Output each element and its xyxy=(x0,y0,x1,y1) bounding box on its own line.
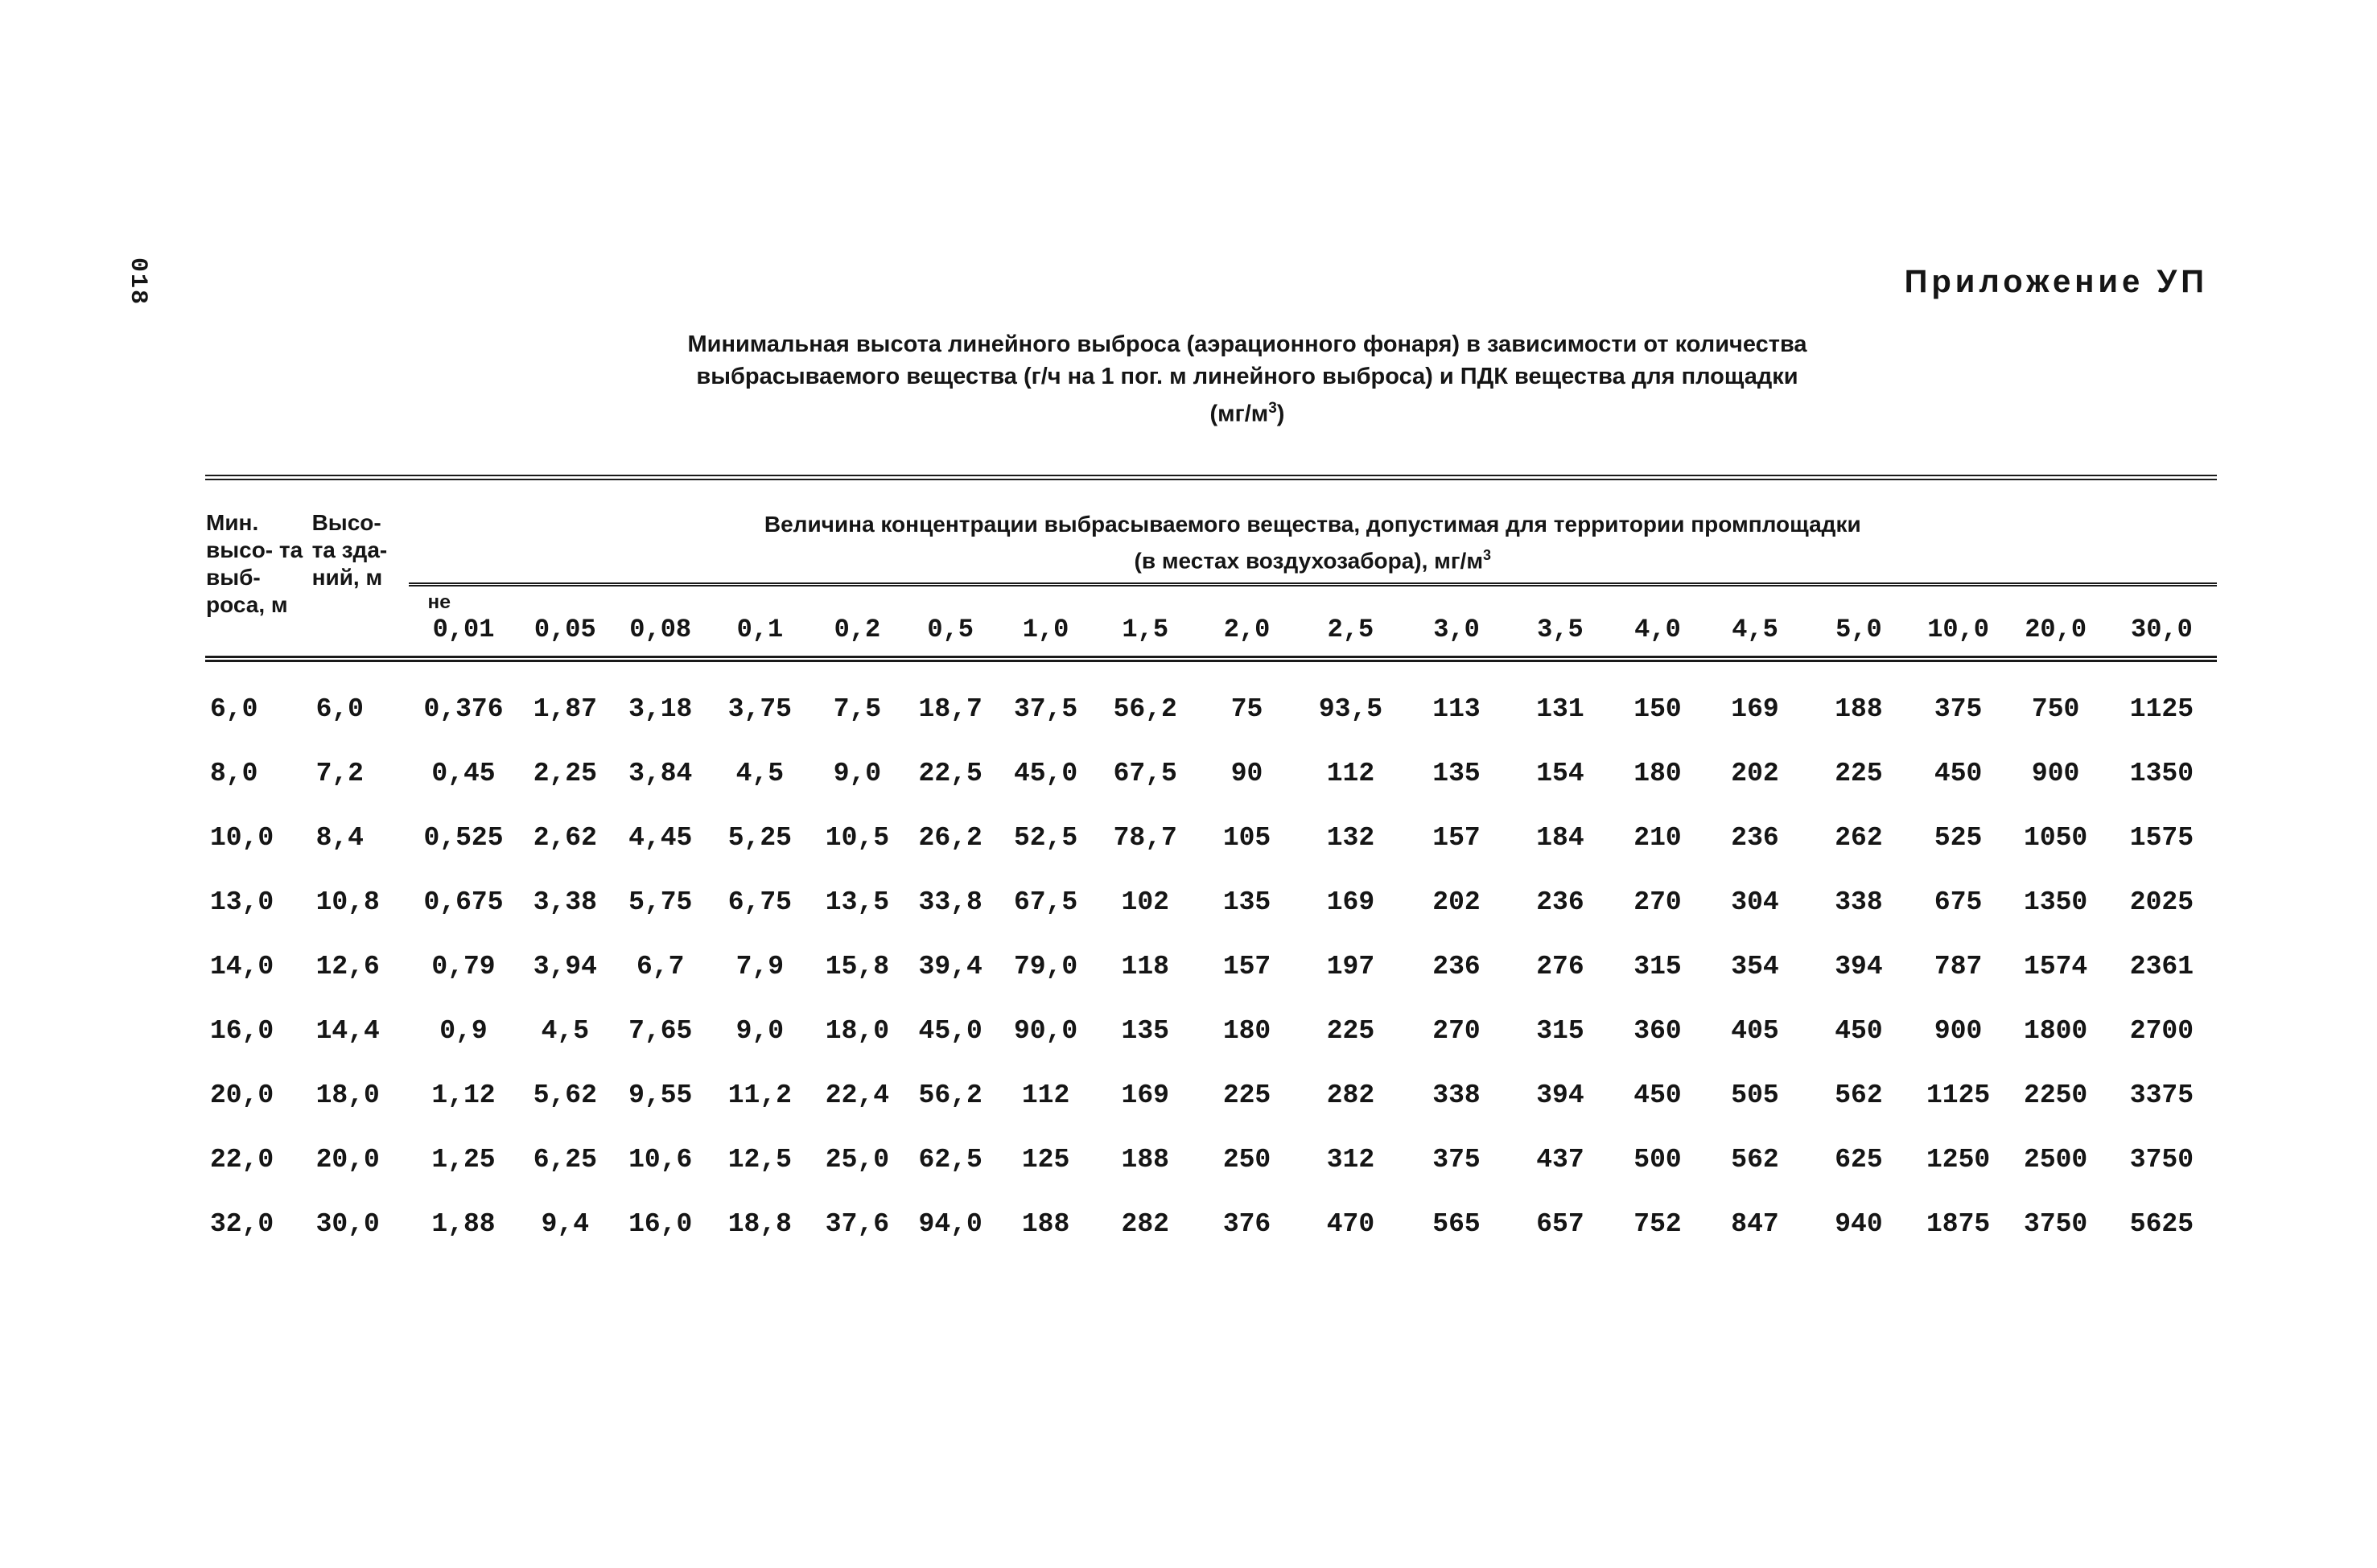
caption-unit-prefix: (мг/м xyxy=(1209,401,1269,427)
concentration-value-label: 4,5 xyxy=(1732,615,1778,644)
cell-value: 625 xyxy=(1835,1144,1883,1175)
caption-unit-suffix: ) xyxy=(1276,401,1285,427)
cell-min-height: 14,0 xyxy=(210,951,274,982)
cell-value: 90,0 xyxy=(1013,1015,1078,1046)
cell-value: 394 xyxy=(1536,1080,1584,1110)
cell-value: 9,4 xyxy=(541,1208,590,1239)
cell-value: 0,45 xyxy=(431,758,496,788)
cell-value: 202 xyxy=(1731,758,1779,788)
cell-value: 270 xyxy=(1432,1015,1481,1046)
cell-value: 10,6 xyxy=(628,1144,693,1175)
cell-value: 45,0 xyxy=(918,1015,983,1046)
concentration-value-header xyxy=(1806,585,1912,660)
cell-value: 7,65 xyxy=(628,1015,693,1046)
header-concentration-line-1: Величина концентрации выбрасываемого вещества, допустимая для территории промплощадки xyxy=(764,512,1861,537)
cell-min-height: 32,0 xyxy=(210,1208,274,1239)
cell-value: 236 xyxy=(1731,822,1779,853)
cell-value: 26,2 xyxy=(918,822,983,853)
cell-value: 10,5 xyxy=(825,822,889,853)
cell-value: 375 xyxy=(1432,1144,1481,1175)
cell-value: 16,0 xyxy=(628,1208,693,1239)
cell-value: 56,2 xyxy=(1113,693,1177,724)
concentration-value-label: 2,5 xyxy=(1327,615,1374,644)
cell-value: 0,525 xyxy=(423,822,504,853)
cell-value: 3375 xyxy=(2129,1080,2194,1110)
concentration-value-header xyxy=(811,585,904,660)
concentration-value-label: 5,0 xyxy=(1835,615,1882,644)
cell-value: 1125 xyxy=(2129,693,2194,724)
caption-line-1: Минимальная высота линейного выброса (аэрационного фонаря) в зависимости от количества xyxy=(687,331,1807,357)
cell-value: 360 xyxy=(1633,1015,1682,1046)
cell-value: 2,62 xyxy=(533,822,597,853)
concentration-value-label: 20,0 xyxy=(2025,615,2087,644)
cell-value: 262 xyxy=(1835,822,1883,853)
concentration-value-label: 30,0 xyxy=(2130,615,2193,644)
concentration-value-label: 3,5 xyxy=(1537,615,1584,644)
concentration-value-label: 2,0 xyxy=(1223,615,1271,644)
cell-value: 105 xyxy=(1222,822,1271,853)
cell-value: 3,38 xyxy=(533,887,597,917)
cell-value: 45,0 xyxy=(1013,758,1078,788)
cell-value: 169 xyxy=(1326,887,1375,917)
table-body xyxy=(205,677,2217,1256)
table-row xyxy=(205,805,2217,870)
cell-value: 282 xyxy=(1326,1080,1375,1110)
cell-value: 3,18 xyxy=(628,693,693,724)
cell-value: 118 xyxy=(1121,951,1169,982)
cell-value: 752 xyxy=(1633,1208,1682,1239)
cell-value: 562 xyxy=(1835,1080,1883,1110)
table-row xyxy=(205,1063,2217,1127)
cell-value: 4,45 xyxy=(628,822,693,853)
cell-value: 2025 xyxy=(2129,887,2194,917)
cell-building-height: 6,0 xyxy=(315,693,364,724)
cell-value: 5,25 xyxy=(727,822,792,853)
cell-building-height: 18,0 xyxy=(315,1080,380,1110)
cell-value: 112 xyxy=(1326,758,1375,788)
cell-value: 304 xyxy=(1731,887,1779,917)
concentration-value-header xyxy=(709,585,810,660)
cell-min-height: 10,0 xyxy=(210,822,274,853)
cell-value: 2700 xyxy=(2129,1015,2194,1046)
cell-value: 2500 xyxy=(2024,1144,2088,1175)
table-row xyxy=(205,741,2217,805)
cell-value: 39,4 xyxy=(918,951,983,982)
cell-value: 7,9 xyxy=(735,951,785,982)
cell-value: 3,75 xyxy=(727,693,792,724)
cell-value: 11,2 xyxy=(727,1080,792,1110)
cell-value: 657 xyxy=(1536,1208,1584,1239)
cell-value: 312 xyxy=(1326,1144,1375,1175)
cell-value: 225 xyxy=(1222,1080,1271,1110)
cell-value: 188 xyxy=(1021,1208,1070,1239)
cell-value: 276 xyxy=(1536,951,1584,982)
page-number: 018 xyxy=(124,257,151,307)
cell-value: 405 xyxy=(1731,1015,1779,1046)
cell-value: 1,87 xyxy=(533,693,597,724)
cell-value: 18,8 xyxy=(727,1208,792,1239)
table-row xyxy=(205,870,2217,934)
cell-value: 150 xyxy=(1633,693,1682,724)
cell-value: 188 xyxy=(1121,1144,1169,1175)
concentration-value-label: 10,0 xyxy=(1927,615,1989,644)
cell-value: 2250 xyxy=(2024,1080,2088,1110)
cell-value: 437 xyxy=(1536,1144,1584,1175)
cell-value: 52,5 xyxy=(1013,822,1078,853)
cell-min-height: 16,0 xyxy=(210,1015,274,1046)
cell-value: 1875 xyxy=(1926,1208,1991,1239)
cell-value: 1125 xyxy=(1926,1080,1991,1110)
cell-value: 4,5 xyxy=(735,758,785,788)
cell-value: 354 xyxy=(1731,951,1779,982)
concentration-value-header xyxy=(612,585,709,660)
cell-value: 132 xyxy=(1326,822,1375,853)
cell-value: 62,5 xyxy=(918,1144,983,1175)
cell-value: 93,5 xyxy=(1318,693,1383,724)
cell-value: 675 xyxy=(1934,887,1983,917)
cell-value: 282 xyxy=(1121,1208,1169,1239)
table-row xyxy=(205,1127,2217,1191)
cell-value: 15,8 xyxy=(825,951,889,982)
cell-value: 450 xyxy=(1934,758,1983,788)
cell-value: 270 xyxy=(1633,887,1682,917)
cell-value: 79,0 xyxy=(1013,951,1078,982)
cell-value: 1250 xyxy=(1926,1144,1991,1175)
concentration-value-label: 0,01 xyxy=(432,615,495,644)
cell-value: 25,0 xyxy=(825,1144,889,1175)
cell-value: 180 xyxy=(1633,758,1682,788)
cell-value: 67,5 xyxy=(1013,887,1078,917)
cell-value: 5,75 xyxy=(628,887,693,917)
concentration-value-label: 0,1 xyxy=(736,615,784,644)
cell-value: 135 xyxy=(1432,758,1481,788)
cell-value: 12,5 xyxy=(727,1144,792,1175)
cell-value: 22,5 xyxy=(918,758,983,788)
cell-value: 18,7 xyxy=(918,693,983,724)
cell-value: 135 xyxy=(1222,887,1271,917)
cell-value: 6,75 xyxy=(727,887,792,917)
header-concentration-line-2 xyxy=(410,540,2216,576)
cell-value: 7,5 xyxy=(833,693,882,724)
cell-value: 0,376 xyxy=(423,693,504,724)
cell-value: 565 xyxy=(1432,1208,1481,1239)
cell-value: 505 xyxy=(1731,1080,1779,1110)
cell-value: 562 xyxy=(1731,1144,1779,1175)
cell-value: 9,0 xyxy=(735,1015,785,1046)
cell-building-height: 12,6 xyxy=(315,951,380,982)
cell-value: 3,84 xyxy=(628,758,693,788)
cell-value: 13,5 xyxy=(825,887,889,917)
cell-value: 787 xyxy=(1934,951,1983,982)
cell-value: 1350 xyxy=(2024,887,2088,917)
cell-value: 6,25 xyxy=(533,1144,597,1175)
concentration-value-header xyxy=(2004,585,2106,660)
cell-value: 900 xyxy=(2031,758,2080,788)
cell-value: 188 xyxy=(1835,693,1883,724)
concentration-value-label: 3,0 xyxy=(1433,615,1480,644)
data-table-wrap xyxy=(205,475,2217,1256)
cell-value: 2,25 xyxy=(533,758,597,788)
cell-value: 750 xyxy=(2031,693,2080,724)
cell-value: 131 xyxy=(1536,693,1584,724)
cell-value: 37,5 xyxy=(1013,693,1078,724)
cell-value: 197 xyxy=(1326,951,1375,982)
cell-value: 225 xyxy=(1835,758,1883,788)
cell-value: 210 xyxy=(1633,822,1682,853)
concentration-value-label: 1,0 xyxy=(1022,615,1069,644)
cell-value: 157 xyxy=(1222,951,1271,982)
cell-value: 470 xyxy=(1326,1208,1375,1239)
cell-value: 225 xyxy=(1326,1015,1375,1046)
table-row xyxy=(205,998,2217,1063)
cell-value: 180 xyxy=(1222,1015,1271,1046)
cell-value: 1050 xyxy=(2024,822,2088,853)
cell-value: 37,6 xyxy=(825,1208,889,1239)
table-row xyxy=(205,1191,2217,1256)
cell-value: 1350 xyxy=(2129,758,2194,788)
cell-value: 33,8 xyxy=(918,887,983,917)
concentration-value-header xyxy=(1094,585,1196,660)
cell-value: 184 xyxy=(1536,822,1584,853)
table-row xyxy=(205,934,2217,998)
concentration-value-header xyxy=(1704,585,1806,660)
concentration-value-header xyxy=(997,585,1094,660)
cell-building-height: 20,0 xyxy=(315,1144,380,1175)
cell-value: 1,12 xyxy=(431,1080,496,1110)
cell-min-height: 13,0 xyxy=(210,887,274,917)
cell-value: 154 xyxy=(1536,758,1584,788)
header-min-height: Мин. высо- та выб- роса, м xyxy=(206,510,303,617)
cell-value: 125 xyxy=(1021,1144,1070,1175)
concentration-value-header xyxy=(1510,585,1611,660)
cell-value: 450 xyxy=(1835,1015,1883,1046)
caption-line-2: выбрасываемого вещества (г/ч на 1 пог. м линейного выброса) и ПДК вещества для площадки xyxy=(696,364,1798,389)
header-concentration xyxy=(409,478,2217,585)
cell-value: 94,0 xyxy=(918,1208,983,1239)
cell-value: 3750 xyxy=(2129,1144,2194,1175)
cell-value: 5,62 xyxy=(533,1080,597,1110)
cell-value: 0,675 xyxy=(423,887,504,917)
cell-value: 375 xyxy=(1934,693,1983,724)
cell-value: 9,0 xyxy=(833,758,882,788)
header-concentration-unit-sup: 3 xyxy=(1483,547,1492,563)
cell-value: 315 xyxy=(1536,1015,1584,1046)
concentration-value-header xyxy=(1611,585,1704,660)
cell-value: 3750 xyxy=(2024,1208,2088,1239)
header-concentration-unit: (в местах воздухозабора), мг/м xyxy=(1134,548,1484,574)
cell-value: 6,7 xyxy=(636,951,685,982)
cell-value: 5625 xyxy=(2129,1208,2194,1239)
concentration-values-row xyxy=(205,585,2217,660)
cell-min-height: 6,0 xyxy=(210,693,258,724)
cell-value: 0,9 xyxy=(439,1015,488,1046)
cell-value: 75 xyxy=(1230,693,1263,724)
cell-value: 900 xyxy=(1934,1015,1983,1046)
cell-value: 90 xyxy=(1230,758,1263,788)
cell-value: 500 xyxy=(1633,1144,1682,1175)
cell-value: 3,94 xyxy=(533,951,597,982)
cell-min-height: 8,0 xyxy=(210,758,258,788)
table-row xyxy=(205,677,2217,741)
cell-min-height: 22,0 xyxy=(210,1144,274,1175)
concentration-value-header xyxy=(1403,585,1510,660)
cell-min-height: 20,0 xyxy=(210,1080,274,1110)
concentration-value-header xyxy=(518,585,612,660)
concentration-value-label: 0,08 xyxy=(629,615,692,644)
cell-building-height: 10,8 xyxy=(315,887,380,917)
cell-value: 1,25 xyxy=(431,1144,496,1175)
data-table xyxy=(205,475,2217,1256)
caption-line-3 xyxy=(483,393,2012,430)
cell-building-height: 14,4 xyxy=(315,1015,380,1046)
cell-value: 102 xyxy=(1121,887,1169,917)
cell-value: 135 xyxy=(1121,1015,1169,1046)
cell-value: 157 xyxy=(1432,822,1481,853)
cell-value: 78,7 xyxy=(1113,822,1177,853)
header-building-height: Высо- та зда- ний, м xyxy=(311,510,388,590)
cell-value: 113 xyxy=(1432,693,1481,724)
cell-value: 169 xyxy=(1121,1080,1169,1110)
cell-value: 1574 xyxy=(2024,951,2088,982)
cell-value: 338 xyxy=(1835,887,1883,917)
cell-value: 18,0 xyxy=(825,1015,889,1046)
cell-value: 56,2 xyxy=(918,1080,983,1110)
cell-value: 112 xyxy=(1021,1080,1070,1110)
cell-value: 394 xyxy=(1835,951,1883,982)
cell-value: 338 xyxy=(1432,1080,1481,1110)
cell-value: 1,88 xyxy=(431,1208,496,1239)
cell-value: 1800 xyxy=(2024,1015,2088,1046)
concentration-value-note: не xyxy=(427,593,451,615)
cell-value: 847 xyxy=(1731,1208,1779,1239)
concentration-value-label: 0,2 xyxy=(834,615,881,644)
concentration-value-header xyxy=(1912,585,2005,660)
cell-value: 67,5 xyxy=(1113,758,1177,788)
concentration-value-header xyxy=(2107,585,2217,660)
cell-value: 940 xyxy=(1835,1208,1883,1239)
cell-value: 2361 xyxy=(2129,951,2194,982)
cell-value: 9,55 xyxy=(628,1080,693,1110)
cell-value: 1575 xyxy=(2129,822,2194,853)
cell-value: 202 xyxy=(1432,887,1481,917)
concentration-value-header xyxy=(904,585,997,660)
cell-value: 22,4 xyxy=(825,1080,889,1110)
cell-value: 450 xyxy=(1633,1080,1682,1110)
cell-building-height: 8,4 xyxy=(315,822,364,853)
cell-value: 525 xyxy=(1934,822,1983,853)
concentration-value-header xyxy=(1298,585,1404,660)
concentration-value-label: 0,05 xyxy=(533,615,596,644)
caption-unit-sup: 3 xyxy=(1268,400,1277,417)
cell-value: 376 xyxy=(1222,1208,1271,1239)
appendix-label: Приложение УП xyxy=(1904,264,2208,299)
cell-value: 250 xyxy=(1222,1144,1271,1175)
cell-value: 169 xyxy=(1731,693,1779,724)
cell-building-height: 30,0 xyxy=(315,1208,380,1239)
concentration-value-header xyxy=(1196,585,1297,660)
cell-value: 0,79 xyxy=(431,951,496,982)
cell-value: 236 xyxy=(1536,887,1584,917)
cell-value: 315 xyxy=(1633,951,1682,982)
table-caption xyxy=(483,328,2012,430)
concentration-value-label: 4,0 xyxy=(1634,615,1681,644)
cell-value: 4,5 xyxy=(541,1015,590,1046)
cell-value: 236 xyxy=(1432,951,1481,982)
concentration-value-label: 0,5 xyxy=(927,615,974,644)
concentration-value-label: 1,5 xyxy=(1122,615,1169,644)
cell-building-height: 7,2 xyxy=(315,758,364,788)
concentration-value-header xyxy=(409,585,519,660)
